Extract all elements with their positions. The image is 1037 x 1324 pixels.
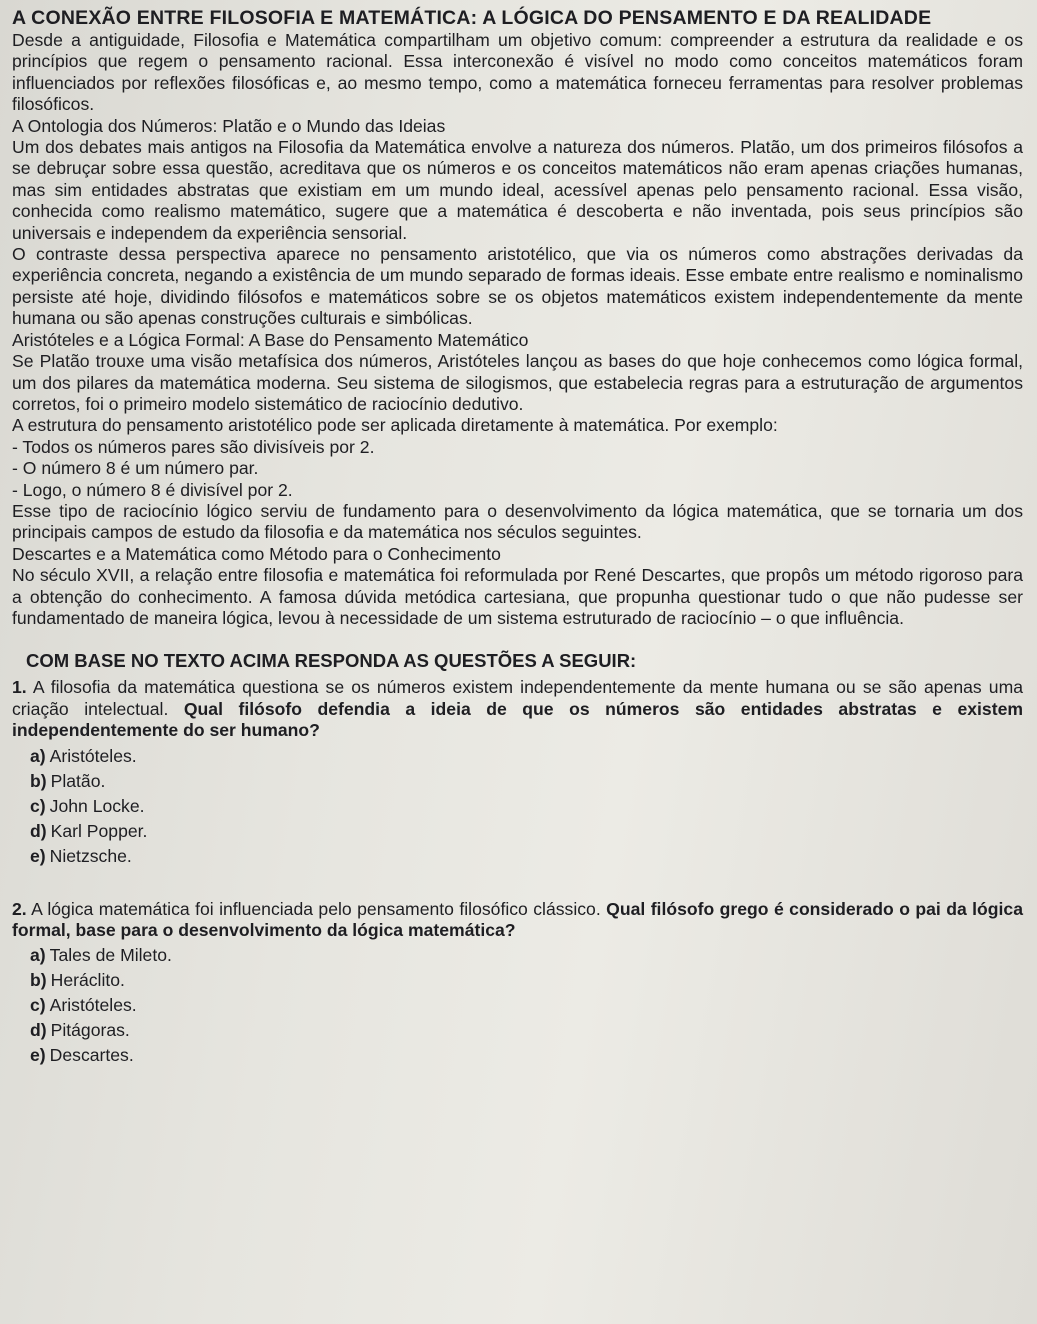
section2-paragraph-3: Esse tipo de raciocínio lógico serviu de fundamento para o desenvolvimento da lógica matemática, que se tornaria um dos principais campos de estudo da filosofia e da matemática nos séculos seguintes. — [12, 500, 1023, 543]
question-1 — [12, 677, 1023, 741]
question-1-options — [30, 744, 1023, 869]
question-2-text: A lógica matemática foi influenciada pelo pensamento filosófico clássico. — [31, 898, 601, 919]
section3-paragraph-1: No século XVII, a relação entre filosofia e matemática foi reformulada por René Descartes, que propôs um método rigoroso para a obtenção do conhecimento. A famosa dúvida metódica cartesiana, que propunha questionar tudo o que não pudesse ser fundamentado de maneira lógica, levou à necessidade de um sistema estruturado de raciocínio – o que influência. — [12, 565, 1023, 628]
instructions-heading: COM BASE NO TEXTO ACIMA RESPONDA AS QUESTÕES A SEGUIR: — [26, 650, 637, 672]
syllogism-line-3: - Logo, o número 8 é divisível por 2. — [12, 479, 293, 500]
section1-paragraph-1: Um dos debates mais antigos na Filosofia da Matemática envolve a natureza dos números. Platão, um dos primeiros filósofos a se debruçar sobre essa questão, acreditava que os números e os conceitos matemáticos não eram apenas criações humanas, mas sim entidades abstratas que existiam em um mundo ideal, acessível apenas pelo pensamento racional. Essa visão, conhecida como realismo matemático, sugere que a matemática é descoberta e não inventada, pois seus princípios são universais e independem da experiência sensorial. — [12, 137, 1023, 243]
question-1-option-a[interactable]: a) Aristóteles. — [30, 745, 137, 766]
section1-heading: A Ontologia dos Números: Platão e o Mundo das Ideias — [12, 115, 446, 136]
intro-paragraph: Desde a antiguidade, Filosofia e Matemática compartilham um objetivo comum: compreender a estrutura da realidade e os princípios que regem o pensamento racional. Essa interconexão é visível no modo como conceitos matemáticos foram influenciados por reflexões filosóficas e, ao mesmo tempo, como a matemática forneceu ferramentas para resolver problemas filosóficos. — [12, 30, 1023, 115]
document-title: A CONEXÃO ENTRE FILOSOFIA E MATEMÁTICA: A LÓGICA DO PENSAMENTO E DA REALIDADE — [12, 7, 932, 29]
question-1-option-e[interactable]: e) Nietzsche. — [30, 845, 132, 866]
question-1-option-c[interactable]: c) John Locke. — [30, 795, 145, 816]
question-2-number: 2. — [12, 898, 27, 919]
question-2-option-a[interactable]: a) Tales de Mileto. — [30, 945, 172, 966]
question-2-options — [30, 943, 1023, 1068]
question-1-number: 1. — [12, 677, 27, 698]
question-2-option-b[interactable]: b) Heráclito. — [30, 970, 125, 991]
question-1-text: A filosofia da matemática questiona se os números existem independentemente da mente humana ou se são apenas uma criação intelectual. — [12, 677, 1024, 719]
question-2-option-c[interactable]: c) Aristóteles. — [30, 995, 137, 1016]
question-2-option-e[interactable]: e) Descartes. — [30, 1045, 134, 1066]
section2-paragraph-2: A estrutura do pensamento aristotélico pode ser aplicada diretamente à matemática. Por exemplo: — [12, 415, 778, 436]
syllogism-line-1: - Todos os números pares são divisíveis por 2. — [12, 436, 375, 457]
question-2 — [12, 899, 1023, 942]
question-1-option-b[interactable]: b) Platão. — [30, 770, 106, 791]
section1-paragraph-2: O contraste dessa perspectiva aparece no pensamento aristotélico, que via os números como abstrações derivadas da experiência concreta, negando a existência de um mundo separado de formas ideais. Esse embate entre realismo e nominalismo persiste até hoje, dividindo filósofos e matemáticos sobre se os objetos matemáticos existem independentemente da mente humana ou são apenas construções culturais e simbólicas. — [12, 244, 1023, 329]
question-1-prompt: Qual filósofo defendia a ideia de que os números são entidades abstratas e existem independentemente do ser humano? — [12, 698, 1023, 741]
section3-heading: Descartes e a Matemática como Método para o Conhecimento — [12, 543, 501, 564]
question-2-prompt: Qual filósofo grego é considerado o pai da lógica formal, base para o desenvolvimento da lógica matemática? — [12, 898, 1024, 940]
syllogism-line-2: - O número 8 é um número par. — [12, 458, 259, 479]
section2-paragraph-1: Se Platão trouxe uma visão metafísica dos números, Aristóteles lançou as bases do que hoje conhecemos como lógica formal, um dos pilares da matemática moderna. Seu sistema de silogismos, que estabelecia regras para a estruturação de argumentos corretos, foi o primeiro modelo sistemático de raciocínio dedutivo. — [12, 351, 1023, 414]
question-1-option-d[interactable]: d) Karl Popper. — [30, 820, 148, 841]
question-2-option-d[interactable]: d) Pitágoras. — [30, 1020, 130, 1041]
section2-heading: Aristóteles e a Lógica Formal: A Base do Pensamento Matemático — [12, 329, 529, 350]
